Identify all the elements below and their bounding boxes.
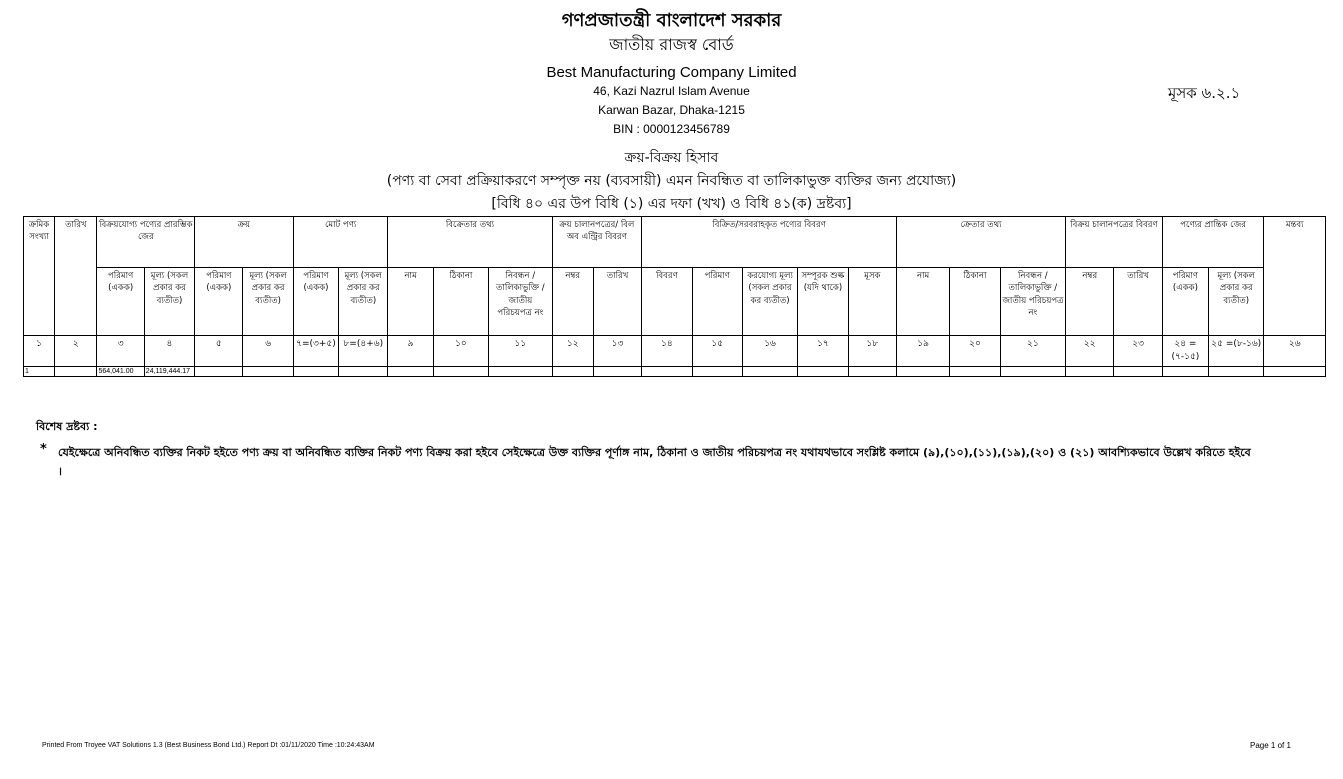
column-number: ২২ — [1066, 336, 1114, 367]
column-number: ১ — [24, 336, 55, 367]
subheader-cell: পরিমাণ — [692, 268, 742, 336]
header-purchase-invoice: ক্রয় চালানপত্রের/ বিল অব এন্ট্রির বিবরণ — [552, 217, 642, 268]
table-cell — [1209, 367, 1264, 377]
subheader-cell: পরিমাণ (একক) — [97, 268, 144, 336]
table-cell: 1 — [24, 367, 55, 377]
header-seller-info: বিক্রেতার তথ্য — [388, 217, 552, 268]
table-cell — [55, 367, 97, 377]
column-number: ২৩ — [1114, 336, 1162, 367]
column-number: ১১ — [489, 336, 552, 367]
subheader-cell: পরিমাণ (একক) — [293, 268, 338, 336]
column-number: ৩ — [97, 336, 144, 367]
report-subtitle: (পণ্য বা সেবা প্রক্রিয়াকরণে সম্পৃক্ত নয় (ব্যবসায়ী) এমন নিবন্ধিত বা তালিকাভুক্ত ব্যক্তির জন্য প্রযোজ্য) — [386, 173, 957, 189]
table-cell — [1162, 367, 1208, 377]
column-number: ১৯ — [896, 336, 949, 367]
table-cell — [1066, 367, 1114, 377]
subheader-cell: মূসক — [848, 268, 896, 336]
rule-reference: [বিধি ৪০ এর উপ বিধি (১) এর দফা (খখ) ও বিধি ৪১(ক) দ্রষ্টব্য] — [491, 196, 852, 212]
column-number: ২৪ =(৭-১৫) — [1162, 336, 1208, 367]
column-number: ১৫ — [692, 336, 742, 367]
table-cell — [848, 367, 896, 377]
header-sold-goods: বিক্রিত/সরবরাহকৃত পণ্যের বিবরণ — [642, 217, 897, 268]
column-number: ১৭ — [798, 336, 848, 367]
column-number: ৬ — [243, 336, 293, 367]
sub-header-row — [24, 268, 1326, 336]
column-number: ১৩ — [593, 336, 641, 367]
subheader-cell: পরিমাণ (একক) — [195, 268, 243, 336]
subheader-cell: পরিমাণ (একক) — [1162, 268, 1208, 336]
table-cell — [950, 367, 1000, 377]
header-buyer-info: ক্রেতার তথ্য — [896, 217, 1065, 268]
column-number: ৪ — [144, 336, 194, 367]
table-cell — [195, 367, 243, 377]
column-number: ১৮ — [848, 336, 896, 367]
column-number: ১৪ — [642, 336, 692, 367]
table-cell — [433, 367, 488, 377]
header-purchase: ক্রয় — [195, 217, 294, 268]
column-number: ৫ — [195, 336, 243, 367]
column-number: ১৬ — [742, 336, 797, 367]
column-number: ৮=(৪+৬) — [339, 336, 388, 367]
table-cell — [293, 367, 338, 377]
header-opening-balance: বিক্রয়যোগ্য পণ্যের প্রারম্ভিক জের — [97, 217, 195, 268]
subheader-cell: নম্বর — [552, 268, 593, 336]
subheader-cell: নিবন্ধন / তালিকাভুক্তি / জাতীয় পরিচয়পত্র নং — [489, 268, 552, 336]
report-title: ক্রয়-বিক্রয় হিসাব — [624, 150, 719, 166]
table-cell: 564,041.00 — [97, 367, 144, 377]
company-address-line2: Karwan Bazar, Dhaka-1215 — [598, 103, 745, 117]
company-name: Best Manufacturing Company Limited — [546, 64, 797, 81]
table-cell — [243, 367, 293, 377]
table-cell — [798, 367, 848, 377]
column-number: ২০ — [950, 336, 1000, 367]
column-number: ২১ — [1000, 336, 1065, 367]
form-number: মূসক ৬.২.১ — [1168, 84, 1241, 102]
table-cell — [1000, 367, 1065, 377]
subheader-cell: বিবরণ — [642, 268, 692, 336]
subheader-cell: মূল্য (সকল প্রকার কর ব্যতীত) — [339, 268, 388, 336]
column-number: ২৫ =(৮-১৬) — [1209, 336, 1264, 367]
table-cell — [1264, 367, 1326, 377]
column-number: ৭=(৩+৫) — [293, 336, 338, 367]
subheader-cell: মূল্য (সকল প্রকার কর ব্যতীত) — [144, 268, 194, 336]
board-title: জাতীয় রাজস্ব বোর্ড — [609, 35, 734, 54]
column-number: ১২ — [552, 336, 593, 367]
header-sale-invoice: বিক্রয় চালানপত্রের বিবরণ — [1066, 217, 1163, 268]
column-number: ১০ — [433, 336, 488, 367]
subheader-cell: নম্বর — [1066, 268, 1114, 336]
table-cell — [642, 367, 692, 377]
government-title: গণপ্রজাতন্ত্রী বাংলাদেশ সরকার — [561, 10, 782, 31]
subheader-cell: নাম — [388, 268, 433, 336]
column-number: ২ — [55, 336, 97, 367]
note-bullet: * — [40, 442, 47, 457]
subheader-cell: সম্পূরক শুল্ক (যদি থাকে) — [798, 268, 848, 336]
column-number-row — [24, 336, 1326, 367]
subheader-cell: তারিখ — [1114, 268, 1162, 336]
page-number: Page 1 of 1 — [1250, 741, 1291, 750]
company-address-line1: 46, Kazi Nazrul Islam Avenue — [593, 84, 750, 98]
company-bin: BIN : 0000123456789 — [613, 122, 730, 136]
table-cell — [742, 367, 797, 377]
subheader-cell: ঠিকানা — [433, 268, 488, 336]
print-footer: Printed From Troyee VAT Solutions 1.3 (Best Business Bond Ltd.) Report Dt :01/11/2020 Time :10:24:43AM — [42, 742, 375, 749]
note-heading: বিশেষ দ্রষ্টব্য : — [36, 420, 98, 433]
table-cell: 24,119,444.17 — [144, 367, 194, 377]
table-cell — [692, 367, 742, 377]
table-cell — [552, 367, 593, 377]
subheader-cell: মূল্য (সকল প্রকার কর ব্যতীত) — [243, 268, 293, 336]
column-number: ৯ — [388, 336, 433, 367]
header-closing-balance: পণ্যের প্রান্তিক জের — [1162, 217, 1264, 268]
table-cell — [1114, 367, 1162, 377]
subheader-cell: মূল্য (সকল প্রকার কর ব্যতীত) — [1209, 268, 1264, 336]
subheader-cell: তারিখ — [593, 268, 641, 336]
ledger-table — [23, 216, 1326, 377]
subheader-cell: করযোগ্য মূল্য (সকল প্রকার কর ব্যতীত) — [742, 268, 797, 336]
table-cell — [593, 367, 641, 377]
table-row — [24, 367, 1326, 377]
header-total-goods: মোট পণ্য — [293, 217, 388, 268]
group-header-row — [24, 217, 1326, 268]
header-date: তারিখ — [55, 217, 97, 336]
header-remarks: মন্তব্য — [1264, 217, 1326, 336]
subheader-cell: ঠিকানা — [950, 268, 1000, 336]
note-text: যেইক্ষেত্রে অনিবন্ধিত ব্যক্তির নিকট হইতে পণ্য ক্রয় বা অনিবন্ধিত ব্যক্তির নিকট পণ্য বিক্রয় করা হইবে সেইক্ষেত্রে উক্ত ব্যক্তির পূর্ণাঙ্গ নাম, ঠিকানা ও জাতীয় পরিচয়পত্র নং যথাযথভাবে সংশ্লিষ্ট কলামে (৯),(১০),(১১),(১৯),(২০) ও (২১) আবশ্যিকভাবে উল্লেখ করিতে হইবে । — [58, 446, 1251, 478]
subheader-cell: নিবন্ধন / তালিকাভুক্তি / জাতীয় পরিচয়পত্র নং — [1000, 268, 1065, 336]
table-cell — [896, 367, 949, 377]
table-cell — [388, 367, 433, 377]
column-number: ২৬ — [1264, 336, 1326, 367]
subheader-cell: নাম — [896, 268, 949, 336]
table-cell — [489, 367, 552, 377]
header-serial: ক্রমিক সংখ্যা — [24, 217, 55, 336]
table-cell — [339, 367, 388, 377]
